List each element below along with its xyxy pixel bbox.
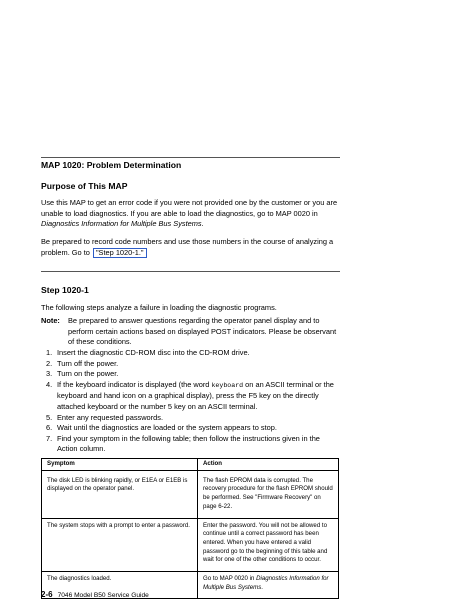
- step-number: 2.: [46, 358, 53, 368]
- action-cell: [198, 572, 339, 599]
- diagnostics-book-title: Diagnostics Information for Multiple Bus Systems: [41, 219, 202, 229]
- symptom-cell: The diagnostics loaded.: [42, 572, 198, 599]
- step-number: 5.: [46, 412, 53, 422]
- purpose-paragraph-1-text: Use this MAP to get an error code if you were not provided one by the customer or you are unable to load diagnostics. If you are able to load the diagnostics, go to MAP 0020 in: [41, 198, 338, 218]
- page-number: 2-6: [41, 590, 53, 599]
- note-block: [41, 316, 341, 348]
- guide-title: 7046 Model B50 Service Guide: [57, 592, 149, 599]
- page-footer: [41, 590, 149, 599]
- step-intro: The following steps analyze a failure in loading the diagnostic programs.: [41, 303, 277, 312]
- list-item: [41, 413, 341, 424]
- list-item: [41, 380, 341, 413]
- map-title: MAP 1020: Problem Determination: [41, 160, 182, 170]
- step-1020-1-link[interactable]: "Step 1020-1.": [93, 248, 147, 258]
- step-number: 7.: [46, 433, 53, 443]
- list-item: [41, 423, 341, 434]
- step-text: Find your symptom in the following table; then follow the instructions given in the Action column.: [57, 433, 320, 454]
- diagnostics-book-title: Diagnostics Information for Multiple Bus Systems: [203, 575, 329, 591]
- symptom-column-header: Symptom: [42, 459, 198, 471]
- action-cell: The flash EPROM data is corrupted. The recovery procedure for the flash EPROM should be performed. See "Firmware Recovery" on page 6-22.: [198, 474, 339, 518]
- list-item: [41, 348, 341, 359]
- symptom-action-table: [41, 458, 339, 599]
- step-text: Turn off the power.: [57, 358, 119, 368]
- symptom-cell: The disk LED is blinking rapidly, or E1EA or E1EB is displayed on the operator panel.: [42, 474, 198, 518]
- action-text: Go to MAP 0020 in: [203, 575, 257, 583]
- list-item: [41, 434, 341, 455]
- table-row: [42, 474, 339, 518]
- list-item: [41, 369, 341, 380]
- section-rule-top: [41, 157, 340, 158]
- step-number: 6.: [46, 423, 53, 433]
- step-text: Enter any requested passwords.: [57, 412, 163, 422]
- purpose-paragraph-1-end: .: [201, 219, 204, 229]
- procedure-steps: [41, 348, 341, 455]
- section-rule-step: [41, 271, 340, 272]
- action-cell: Enter the password. You will not be allowed to continue until a correct password has been entered. When you have entered a valid password go to the beginning of this table and wait for one of the other conditions to occur.: [198, 518, 339, 572]
- step-text: Insert the diagnostic CD-ROM disc into the CD-ROM drive.: [57, 348, 250, 357]
- step-text: Turn on the power.: [57, 369, 119, 379]
- table-header-row: [42, 459, 339, 471]
- action-column-header: Action: [198, 459, 339, 471]
- list-item: [41, 359, 341, 370]
- note-text: Be prepared to answer questions regarding the operator panel display and to perform certain actions based on displayed POST indicators. Please be observant of these conditions.: [68, 316, 337, 347]
- action-text-end: .: [261, 583, 263, 591]
- purpose-paragraph-1: [41, 198, 341, 230]
- table-row: [42, 518, 339, 572]
- keyboard-indicator-word: keyboard: [211, 381, 244, 389]
- purpose-paragraph-2-text: Be prepared to record code numbers and use those numbers in the course of analyzing a problem. Go to: [41, 237, 334, 257]
- step-text: If the keyboard indicator is displayed (the word: [57, 379, 212, 389]
- step-number: 4.: [46, 379, 53, 389]
- step-text: Wait until the diagnostics are loaded or the system appears to stop.: [57, 423, 277, 433]
- note-label: Note:: [41, 316, 60, 325]
- step-text-continued: on an ASCII terminal or the keyboard and hand icon on a graphical display), press the F5 key on the directly attached keyboard or the number 5 key on an ASCII terminal.: [57, 379, 334, 411]
- purpose-heading: Purpose of This MAP: [41, 181, 128, 191]
- step-number: 1.: [46, 348, 53, 357]
- step-heading: Step 1020-1: [41, 285, 89, 295]
- symptom-cell: The system stops with a prompt to enter a password.: [42, 518, 198, 572]
- purpose-paragraph-2: [41, 237, 341, 258]
- step-number: 3.: [46, 369, 53, 379]
